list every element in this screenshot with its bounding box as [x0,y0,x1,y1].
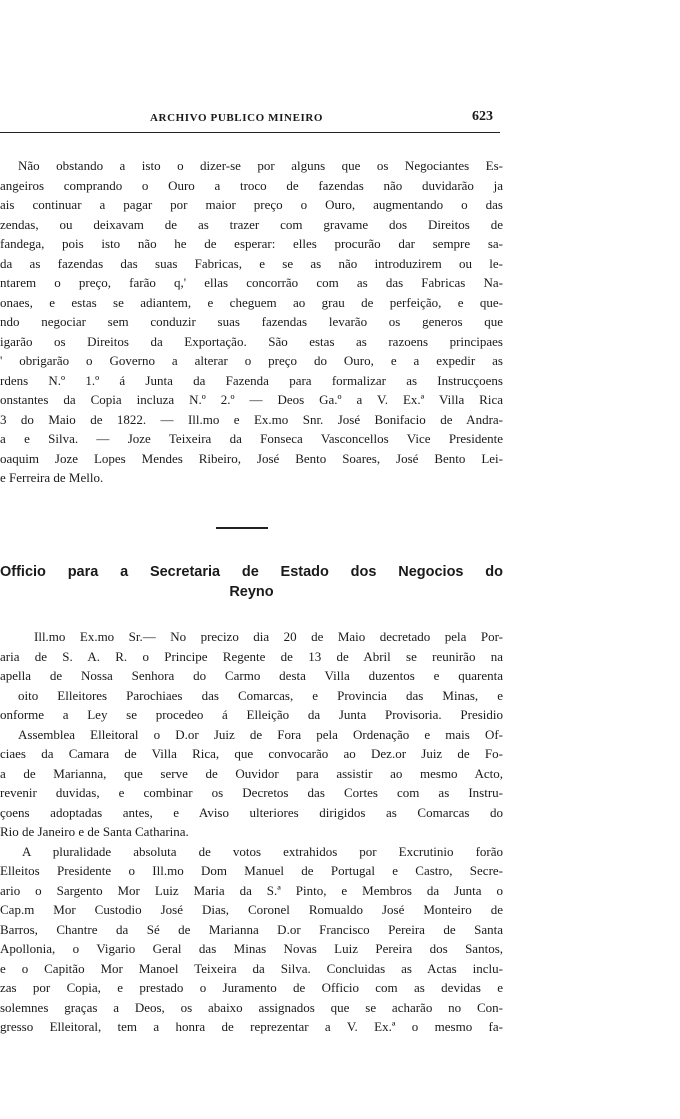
text-line: zas por Copia, e prestado o Juramento de Officio com as devidas e [0,980,503,995]
text-line: onaes, e estas se adiantem, e cheguem ao grau de perfeição, e que- [0,294,503,310]
text-line: 3 do Maio de 1822. — Ill.mo e Ex.mo Snr. José Bonifacio de Andra- [0,411,503,427]
text-line: oito Elleitores Parochiaes das Comarcas, e Provincia das Minas, e [18,687,503,703]
section-heading-line-1: Officio para a Secretaria de Estado dos Negocios do [0,564,503,580]
header-rule [0,132,500,133]
text-line: da as fazendas das suas Fabricas, e se as não introduzirem ou le- [0,255,503,271]
text-line: Barros, Chantre da Sé de Marianna D.or Francisco Pereira de Santa [0,921,503,937]
text-line: rdens N.º 1.º á Junta da Fazenda para formalizar as Instrucçoens [0,372,503,388]
text-line: Ill.mo Ex.mo Sr.— No precizo dia 20 de Maio decretado pela Por- [34,629,503,644]
text-line: ndo negociar sem conduzir suas fazendas levarão os generos que [0,314,503,329]
text-line: angeiros comprando o Ouro a troco de fazendas não duvidarão ja [0,177,503,193]
text-line: a e Silva. — Joze Teixeira da Fonseca Vasconcellos Vice Presidente [0,431,503,446]
text-line: ais continuar a pagar por maior preço o Ouro, augmentando o das [0,197,503,212]
section-heading-line-2: Reyno [229,584,274,600]
running-head [0,109,500,132]
text-line: Elleitos Presidente o Ill.mo Dom Manuel de Portugal e Castro, Secre- [0,863,503,878]
paragraph-block-1 [0,156,503,488]
section-divider [216,527,268,529]
text-line: fandega, pois isto não he de esperar: elles procurão dar sempre sa- [0,236,503,251]
text-line: igarão os Direitos da Exportação. São estas as razoens principaes [0,333,503,349]
page-number: 623 [472,109,493,124]
text-line: gresso Elleitoral, tem a honra de reprezentar a V. Ex.ª o mesmo fa- [0,1019,503,1034]
text-line: e o Capitão Mor Manoel Teixeira da Silva. Concluidas as Actas inclu- [0,960,503,976]
text-line: solemnes graças a Deos, os abaixo assignados que se acharão no Con- [0,999,503,1015]
text-line: apella de Nossa Senhora do Carmo desta Villa duzentos e quarenta [0,668,503,683]
text-line: A pluralidade absoluta de votos extrahidos por Excrutinio forão [22,843,503,859]
text-line: a de Marianna, que serve de Ouvidor para assistir ao mesmo Acto, [0,765,503,781]
text-line: ' obrigarão o Governo a alterar o preço do Ouro, e a expedir as [0,353,503,368]
text-line: Apollonia, o Vigario Geral das Minas Novas Luiz Pereira dos Santos, [0,941,503,956]
text-line: Rio de Janeiro e de Santa Catharina. [0,824,189,839]
text-line: ario o Sargento Mor Luiz Maria da S.ª Pinto, e Membros da Junta o [0,882,503,898]
text-line: ntarem o preço, farão q,' ellas concorrão com as das Fabricas Na- [0,275,503,290]
text-line: zendas, ou deixavam de as trazer com gravame dos Direitos de [0,216,503,232]
text-line: onstantes da Copia incluza N.º 2.º — Deos Ga.º a V. Ex.ª Villa Rica [0,392,503,407]
text-line: Cap.m Mor Custodio José Dias, Coronel Romualdo José Monteiro de [0,902,503,917]
text-line: Assemblea Elleitoral o D.or Juiz de Fora pela Ordenação e mais Of- [18,726,503,742]
text-line: Não obstando a isto o dizer-se por alguns que os Negociantes Es- [18,158,503,173]
text-line: e Ferreira de Mello. [0,470,104,485]
text-line: oaquim Joze Lopes Mendes Ribeiro, José Bento Soares, José Bento Lei- [0,450,503,466]
text-line: ciaes da Camara de Villa Rica, que convocarão ao Dez.or Juiz de Fo- [0,746,503,761]
text-line: revenir duvidas, e combinar os Decretos das Cortes com as Instru- [0,785,503,800]
text-line: onforme a Ley se procedeo á Elleição da Junta Provisoria. Presidio [0,707,503,722]
running-title: ARCHIVO PUBLICO MINEIRO [150,112,324,124]
text-line: aria de S. A. R. o Principe Regente de 13 de Abril se reunirão na [0,648,503,664]
text-line: çoens adoptadas antes, e Aviso ulteriores dirigidos as Comarcas do [0,804,503,820]
paragraph-block-2 [0,627,503,1037]
